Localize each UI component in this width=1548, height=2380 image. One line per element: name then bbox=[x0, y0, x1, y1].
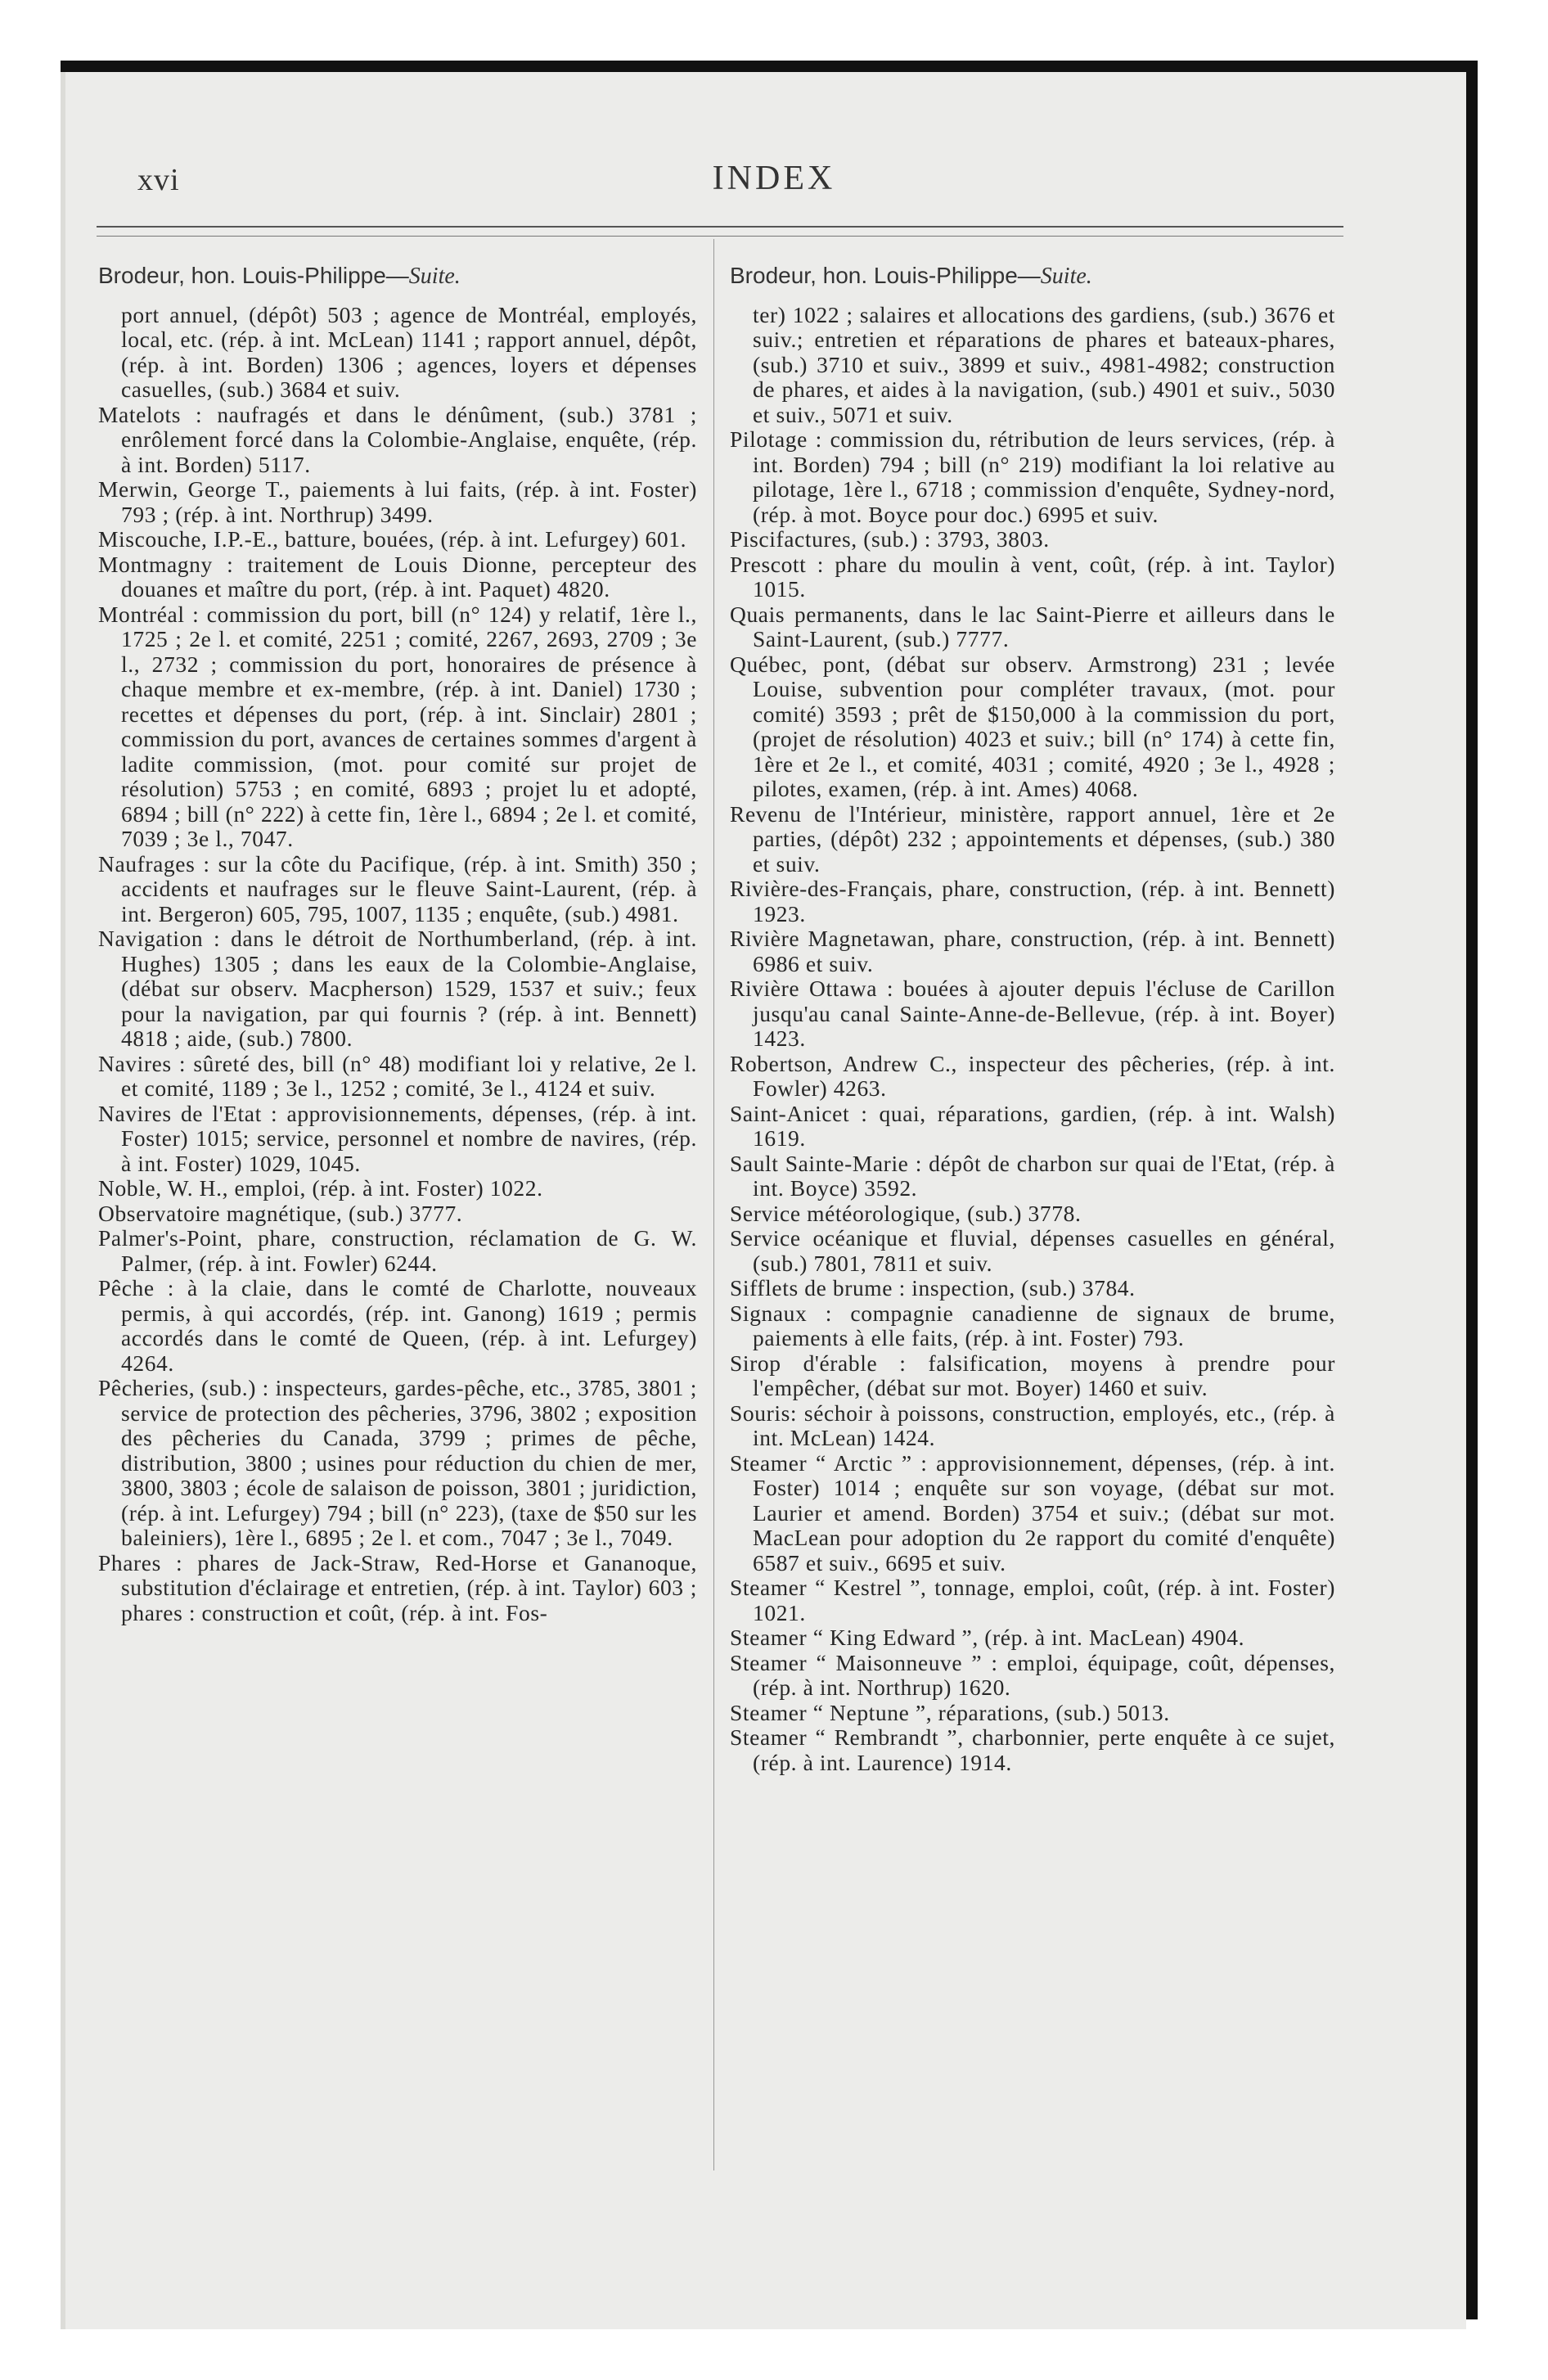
index-entry: Service océanique et fluvial, dépenses casuelles en général, (sub.) 7801, 7811 et suiv. bbox=[730, 1225, 1335, 1276]
index-entry: Souris: séchoir à poissons, construction, employés, etc., (rép. à int. McLean) 1424. bbox=[730, 1400, 1335, 1450]
index-entry: Merwin, George T., paiements à lui faits, (rép. à int. Foster) 793 ; (rép. à int. Northrup) 3499. bbox=[98, 476, 697, 527]
index-entry: Sifflets de brume : inspection, (sub.) 3784. bbox=[730, 1275, 1136, 1300]
index-entry: Piscifactures, (sub.) : 3793, 3803. bbox=[730, 526, 1050, 552]
index-entry: Prescott : phare du moulin à vent, coût, (rép. à int. Taylor) 1015. bbox=[730, 551, 1335, 602]
index-entry: Signaux : compagnie canadienne de signaux de brume, paiements à elle faits, (rép. à int. Foster) 793. bbox=[730, 1300, 1335, 1350]
right-column-heading bbox=[730, 264, 1335, 290]
index-entry: ter) 1022 ; salaires et allocations des gardiens, (sub.) 3676 et suiv.; entretien et réparations de phares et bateaux-phares, (sub.) 3710 et suiv., 3899 et suiv., 4981-4982; construction de phares, et aides à la navigation, (sub.) 4901 et suiv., 5030 et suiv., 5071 et suiv. bbox=[753, 301, 1335, 427]
scan-border bbox=[61, 61, 1476, 72]
heading-name: Brodeur, hon. Louis-Philippe— bbox=[98, 263, 409, 288]
running-head: INDEX bbox=[712, 160, 836, 197]
index-entry: Québec, pont, (débat sur observ. Armstrong) 231 ; levée Louise, subvention pour compléter travaux, (mot. pour comité) 3593 ; prêt de $150,000 à la commission du port, (projet de résolution) 4023 et suiv.; bill (n° 174) à cette fin, 1ère et 2e l., et comité, 4031 ; comité, 4920 ; 3e l., 4928 ; pilotes, examen, (rép. à int. Ames) 4068. bbox=[730, 651, 1335, 801]
scan-border-right bbox=[1466, 61, 1478, 2319]
index-entry: Palmer's-Point, phare, construction, réclamation de G. W. Palmer, (rép. à int. Fowler) 6244. bbox=[98, 1225, 697, 1276]
index-entry: Rivière Ottawa : bouées à ajouter depuis l'écluse de Carillon jusqu'au canal Sainte-Anne-de-Bellevue, (rép. à int. Boyer) 1423. bbox=[730, 976, 1335, 1051]
index-entry: Sault Sainte-Marie : dépôt de charbon sur quai de l'Etat, (rép. à int. Boyce) 3592. bbox=[730, 1150, 1335, 1201]
index-entry: Steamer “ King Edward ”, (rép. à int. MacLean) 4904. bbox=[730, 1625, 1245, 1650]
header-rule-thin bbox=[97, 236, 1343, 237]
index-entry: Pilotage : commission du, rétribution de leurs services, (rép. à int. Borden) 794 ; bill (n° 219) modifiant la loi relative au pilotage, 1ère l., 6718 ; commission d'enquête, Sydney-nord, (rép. à mot. Boyce pour doc.) 6995 et suiv. bbox=[730, 426, 1335, 527]
index-entry: Naufrages : sur la côte du Pacifique, (rép. à int. Smith) 350 ; accidents et naufrages sur le fleuve Saint-Laurent, (rép. à int. Bergeron) 605, 795, 1007, 1135 ; enquête, (sub.) 4981. bbox=[98, 850, 697, 926]
right-column bbox=[730, 264, 1335, 1775]
index-entry: Matelots : naufragés et dans le dénûment, (sub.) 3781 ; enrôlement forcé dans la Colombie-Anglaise, enquête, (rép. à int. Borden) 5117. bbox=[98, 401, 697, 477]
index-entry: Noble, W. H., emploi, (rép. à int. Foster) 1022. bbox=[98, 1175, 543, 1201]
index-entry: Phares : phares de Jack-Straw, Red-Horse et Gananoque, substitution d'éclairage et entretien, (rép. à int. Taylor) 603 ; phares : construction et coût, (rép. à int. Fos- bbox=[98, 1549, 697, 1625]
index-entry: Steamer “ Neptune ”, réparations, (sub.) 5013. bbox=[730, 1699, 1170, 1725]
index-entry: Robertson, Andrew C., inspecteur des pêcheries, (rép. à int. Fowler) 4263. bbox=[730, 1050, 1335, 1101]
index-entry: Rivière Magnetawan, phare, construction, (rép. à int. Bennett) 6986 et suiv. bbox=[730, 926, 1335, 976]
column-divider bbox=[713, 239, 714, 2170]
index-entry: Steamer “ Arctic ” : approvisionnement, dépenses, (rép. à int. Foster) 1014 ; enquête sur son voyage, (débat sur mot. Laurier et amend. Borden) 3754 et suiv.; (débat sur mot. MacLean pour adoption du 2e rapport du comité d'enquête) 6587 et suiv., 6695 et suiv. bbox=[730, 1449, 1335, 1575]
index-entry: Miscouche, I.P.-E., batture, bouées, (rép. à int. Lefurgey) 601. bbox=[98, 526, 687, 552]
index-entry: Observatoire magnétique, (sub.) 3777. bbox=[98, 1200, 463, 1226]
index-entry: Navires de l'Etat : approvisionnements, dépenses, (rép. à int. Foster) 1015; service, personnel et nombre de navires, (rép. à int. Foster) 1029, 1045. bbox=[98, 1100, 697, 1176]
index-entry: Rivière-des-Français, phare, construction, (rép. à int. Bennett) 1923. bbox=[730, 876, 1335, 926]
index-entry: Steamer “ Rembrandt ”, charbonnier, perte enquête à ce sujet, (rép. à int. Laurence) 1914. bbox=[730, 1724, 1335, 1775]
heading-name: Brodeur, hon. Louis-Philippe— bbox=[730, 263, 1041, 288]
page-edge bbox=[61, 72, 65, 2329]
index-entry: Montmagny : traitement de Louis Dionne, percepteur des douanes et maître du port, (rép. à int. Paquet) 4820. bbox=[98, 551, 697, 602]
index-entry: Quais permanents, dans le lac Saint-Pierre et ailleurs dans le Saint-Laurent, (sub.) 7777. bbox=[730, 601, 1335, 651]
heading-suite: Suite. bbox=[408, 264, 461, 289]
left-column bbox=[98, 264, 697, 1625]
header-rule bbox=[97, 226, 1343, 228]
index-entry: Pêche : à la claie, dans le comté de Charlotte, nouveaux permis, à qui accordés, (rép. int. Ganong) 1619 ; permis accordés dans le comté de Queen, (rép. à int. Lefurgey) 4264. bbox=[98, 1275, 697, 1376]
page-number: xvi bbox=[137, 163, 180, 197]
index-entry: Montréal : commission du port, bill (n° 124) y relatif, 1ère l., 1725 ; 2e l. et comité, 2251 ; comité, 2267, 2693, 2709 ; 3e l., 2732 ; commission du port, honoraires de présence à chaque membre et ex-membre, (rép. à int. Daniel) 1730 ; recettes et dépenses du port, (rép. à int. Sinclair) 2801 ; commission du port, avances de certaines sommes d'argent à ladite commission, (mot. pour comité sur projet de résolution) 5753 ; en comité, 6893 ; projet lu et adopté, 6894 ; bill (n° 222) à cette fin, 1ère l., 6894 ; 2e l. et comité, 7039 ; 3e l., 7047. bbox=[98, 601, 697, 851]
index-entry: Saint-Anicet : quai, réparations, gardien, (rép. à int. Walsh) 1619. bbox=[730, 1100, 1335, 1151]
index-entry: port annuel, (dépôt) 503 ; agence de Montréal, employés, local, etc. (rép. à int. McLean) 1141 ; rapport annuel, dépôt, (rép. à int. Borden) 1306 ; agences, loyers et dépenses casuelles, (sub.) 3684 et suiv. bbox=[121, 301, 697, 402]
index-entry: Navigation : dans le détroit de Northumberland, (rép. à int. Hughes) 1305 ; dans les eaux de la Colombie-Anglaise, (débat sur observ. Macpherson) 1529, 1537 et suiv.; feux pour la navigation, par qui fournis ? (rép. à int. Bennett) 4818 ; aide, (sub.) 7800. bbox=[98, 926, 697, 1051]
index-entry: Revenu de l'Intérieur, ministère, rapport annuel, 1ère et 2e parties, (dépôt) 232 ; appointements et dépenses, (sub.) 380 et suiv. bbox=[730, 800, 1335, 877]
index-entry: Steamer “ Kestrel ”, tonnage, emploi, coût, (rép. à int. Foster) 1021. bbox=[730, 1575, 1335, 1625]
index-entry: Pêcheries, (sub.) : inspecteurs, gardes-pêche, etc., 3785, 3801 ; service de protection des pêcheries, 3796, 3802 ; exposition des pêcheries du Canada, 3799 ; primes de pêche, distribution, 3800 ; usines pour réduction du chien de mer, 3800, 3803 ; école de salaison de poisson, 3801 ; juridiction, (rép. à int. Lefurgey) 794 ; bill (n° 223), (taxe de $50 sur les baleiniers), 1ère l., 6895 ; 2e l. et com., 7047 ; 3e l., 7049. bbox=[98, 1375, 697, 1550]
index-entry: Navires : sûreté des, bill (n° 48) modifiant loi y relative, 2e l. et comité, 1189 ; 3e l., 1252 ; comité, 3e l., 4124 et suiv. bbox=[98, 1050, 697, 1101]
left-column-heading bbox=[98, 264, 697, 290]
index-entry: Steamer “ Maisonneuve ” : emploi, équipage, coût, dépenses, (rép. à int. Northrup) 1620. bbox=[730, 1649, 1335, 1700]
index-entry: Service météorologique, (sub.) 3778. bbox=[730, 1200, 1082, 1226]
heading-suite: Suite. bbox=[1040, 264, 1092, 289]
index-entry: Sirop d'érable : falsification, moyens à prendre pour l'empêcher, (débat sur mot. Boyer) 1460 et suiv. bbox=[730, 1350, 1335, 1400]
